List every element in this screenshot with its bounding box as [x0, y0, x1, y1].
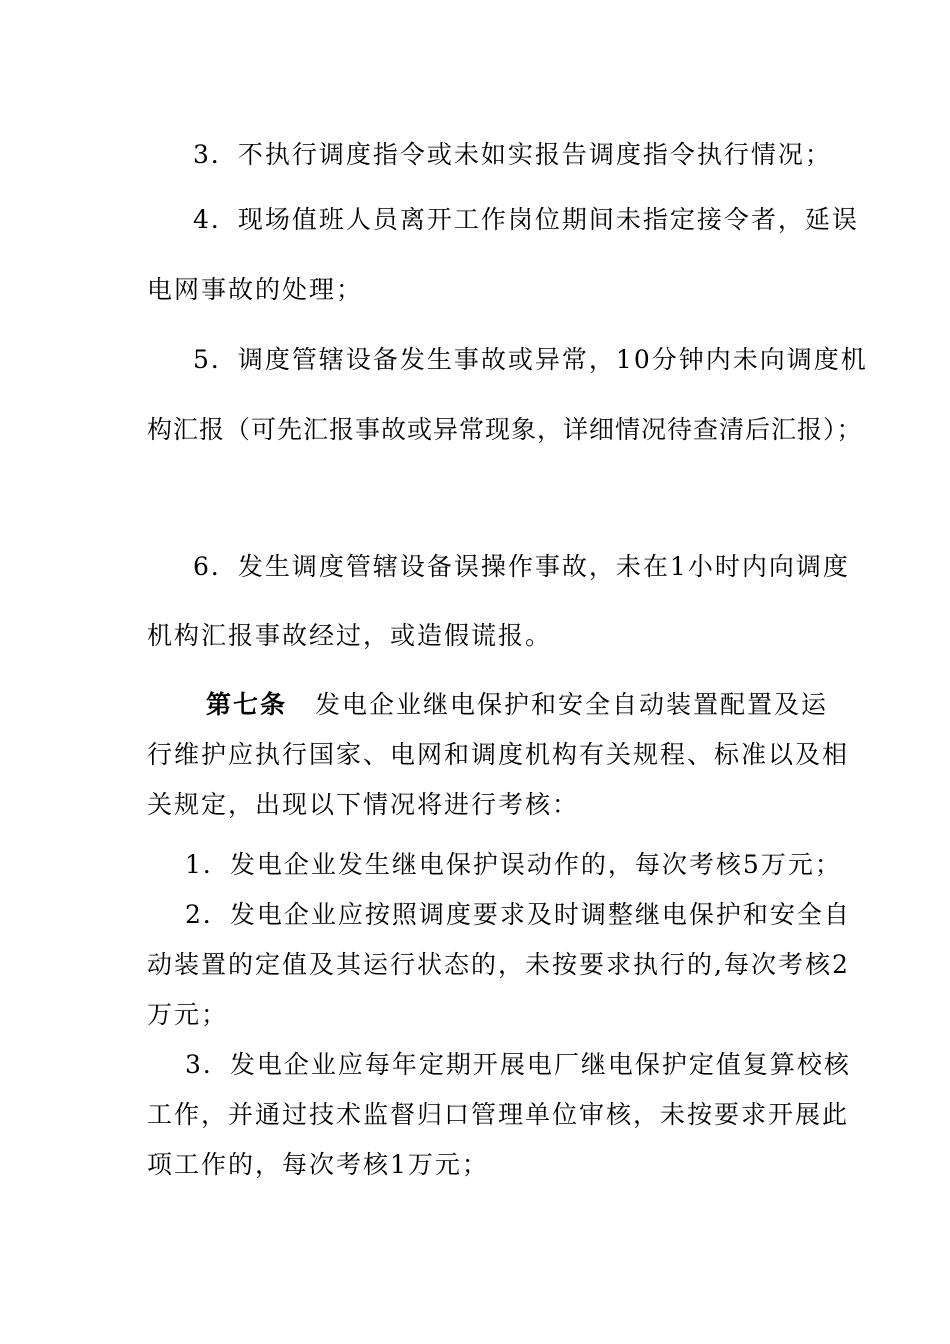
item-5-line-2: 构汇报（可先汇报事故或异常现象，详细情况待查清后汇报）；: [147, 415, 863, 444]
item-5-line-1: 5．调度管辖设备发生事故或异常，10分钟内未向调度机: [193, 345, 868, 374]
clause-2-line-2: 动装置的定值及其运行状态的，未按要求执行的,每次考核2: [147, 950, 850, 979]
clause-2-line-3: 万元；: [147, 1000, 229, 1029]
clause-3-line-2: 工作，并通过技术监督归口管理单位审核，未按要求开展此: [147, 1100, 850, 1129]
clause-2-line-1: 2．发电企业应按照调度要求及时调整继电保护和安全自: [185, 900, 851, 929]
item-6-line-1: 6．发生调度管辖设备误操作事故，未在1小时内向调度: [193, 552, 850, 581]
item-6-line-2: 机构汇报事故经过，或造假谎报。: [147, 621, 553, 650]
item-4-line-2: 电网事故的处理；: [147, 275, 364, 304]
clause-3-line-1: 3．发电企业应每年定期开展电厂继电保护定值复算校核: [185, 1050, 851, 1079]
article-7-line-2: 行维护应执行国家、电网和调度机构有关规程、标准以及相: [147, 740, 850, 769]
clause-1-line: 1．发电企业发生继电保护误动作的，每次考核5万元；: [185, 850, 842, 879]
item-3-line: 3．不执行调度指令或未如实报告调度指令执行情况；: [193, 140, 832, 169]
article-heading: 第七条: [206, 690, 288, 719]
article-7-line-1: [206, 685, 828, 721]
article-7-text: 发电企业继电保护和安全自动装置配置及运: [315, 690, 829, 719]
clause-3-line-3: 项工作的，每次考核1万元；: [147, 1150, 489, 1179]
article-7-line-3: 关规定，出现以下情况将进行考核：: [147, 790, 580, 819]
item-4-line-1: 4．现场值班人员离开工作岗位期间未指定接令者，延误: [193, 205, 859, 234]
